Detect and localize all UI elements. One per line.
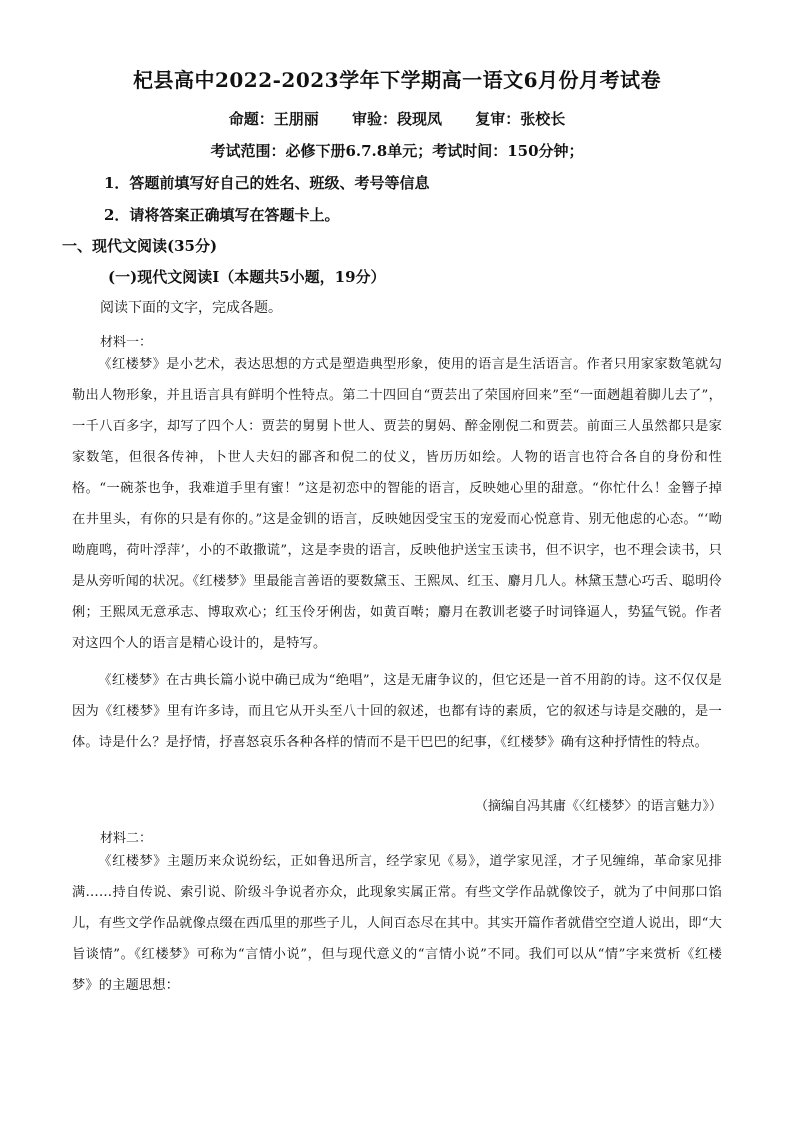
exam-title: 杞县高中2022-2023学年下学期高一语文6月份月考试卷 xyxy=(132,68,662,92)
material-1-label: 材料一： xyxy=(100,335,153,350)
material-1-paragraph-2: 《红楼梦》在古典长篇小说中确已成为“绝唱”，这是无庸争议的，但它还是一首不用韵的诗。这不仅仅是因为《红楼梦》里有许多诗，而且它从开头至八十回的叙述，也都有诗的素质，它的叙述与诗是交融的，是一体。诗是什么？是抒情，抒喜怒哀乐各种各样的情而不是干巴巴的纪事，《红楼梦》确有这种抒情性的特点。 xyxy=(72,673,722,750)
exam-staff-line xyxy=(0,108,794,129)
material-1-paragraph-1: 《红楼梦》是小艺术，表达思想的方式是塑造典型形象，使用的语言是生活语言。作者只用家家数笔就勾勒出人物形象，并且语言具有鲜明个性特点。第二十四回自“贾芸出了荣国府回来”至“一面趔趄着脚儿去了”，一千八百多字，却写了四个人：贾芸的舅舅卜世人、贾芸的舅妈、醉金刚倪二和贾芸。前面三人虽然都只是家家数笔，但很各传神，卜世人夫妇的鄙吝和倪二的仗义，皆历历如绘。人物的语言也符合各自的身份和性格。“一碗茶也争，我难道手里有蜜！”这是初恋中的智能的语言，反映她心里的甜意。“你忙什么！金簪子掉在井里头，有你的只是有你的。”这是金钏的语言，反映她因受宝玉的宠爱而心悦意肯、别无他虑的心态。“‘呦呦鹿鸣，荷叶浮萍’，小的不敢撒谎”，这是李贵的语言，反映他护送宝玉读书，但不识字，也不理会读书，只是从旁听闻的状况。《红楼梦》里最能言善语的要数黛玉、王熙凤、红玉、麝月几人。林黛玉慧心巧舌、聪明伶俐；王熙凤无意承志、博取欢心；红玉伶牙俐齿，如黄百啭；麝月在教训老婆子时词锋逼人，势猛气锐。作者对这四个人的语言是精心设计的，是特写。 xyxy=(72,357,722,651)
material-1-source: （摘编自冯其庸《〈红楼梦〉的语言魅力》） xyxy=(474,799,722,814)
reading-intro: 阅读下面的文字，完成各题。 xyxy=(100,300,282,316)
material-2-label: 材料二： xyxy=(100,831,153,846)
exam-scope: 考试范围：必修下册6.7.8单元；考试时间：150分钟； xyxy=(210,142,584,160)
author-label: 命题：王朋丽 xyxy=(228,110,319,128)
reviewer-label: 审验：段现凤 xyxy=(351,110,442,128)
instruction-2: 2．请将答案正确填写在答题卡上。 xyxy=(104,206,340,224)
section-heading: 一、现代文阅读(35分) xyxy=(62,237,218,255)
instruction-1: 1．答题前填写好自己的姓名、班级、考号等信息 xyxy=(104,174,430,192)
rereview-label: 复审：张校长 xyxy=(475,110,566,128)
subsection-heading: (一)现代文阅读Ⅰ（本题共5小题，19分） xyxy=(108,268,386,286)
material-2-paragraph-1: 《红楼梦》主题历来众说纷纭，正如鲁迅所言，经学家见《易》，道学家见淫，才子见缠绵，革命家见排满……持自传说、索引说、阶级斗争说者亦众，此现象实属正常。有些文学作品就像饺子，就为了中间那口馅儿，有些文学作品就像点缀在西瓜里的那些子儿，人间百态尽在其中。其实开篇作者就借空空道人说出，即“大旨谈情”。《红楼梦》可称为“言情小说”，但与现代意义的“言情小说”不同。我们可以从“情”字来赏析《红楼梦》的主题思想： xyxy=(72,854,722,993)
